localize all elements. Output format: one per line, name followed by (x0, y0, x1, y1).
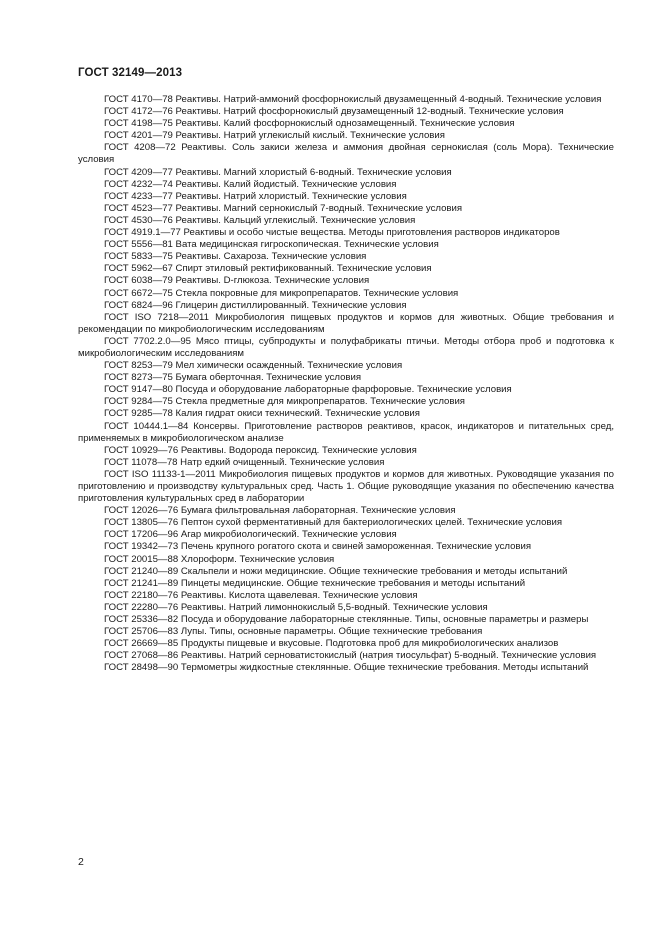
reference-entry (78, 421, 614, 445)
reference-code: ГОСТ 17206—96 (104, 529, 179, 541)
reference-title: Реактивы. Магний сернокислый 7-водный. Технические условия (175, 202, 463, 214)
reference-code: ГОСТ 22280—76 (104, 601, 179, 613)
reference-title: Стекла предметные для микропрепаратов. Технические условия (175, 396, 466, 408)
reference-entry (78, 360, 614, 372)
reference-title: Посуда и оборудование лабораторные фарфоровые. Технические условия (175, 384, 512, 396)
reference-title: Микробиология пищевых продуктов и кормов для животных. Общие требования и рекомендации по микробиологическим исследованиям (78, 311, 614, 335)
reference-title: Реактивы. Соль закиси железа и аммония двойная сернокислая (соль Мора). Технические условия (78, 142, 614, 166)
reference-code: ГОСТ 4209—77 (104, 166, 173, 178)
reference-entry (78, 191, 614, 203)
reference-title: Агар микробиологический. Технические условия (180, 529, 397, 541)
reference-title: Вата медицинская гигроскопическая. Технические условия (175, 239, 439, 251)
reference-title: Мел химически осажденный. Технические условия (175, 360, 403, 372)
reference-code: ГОСТ 6672—75 (104, 287, 173, 299)
reference-entry (78, 251, 614, 263)
reference-title: Мясо птицы, субпродукты и полуфабрикаты птичьи. Методы отбора проб и подготовка к микробиологическим исследованиям (78, 335, 614, 359)
reference-entry (78, 566, 614, 578)
reference-code: ГОСТ 27068—86 (104, 650, 179, 662)
reference-entry (78, 505, 614, 517)
reference-entry (78, 602, 614, 614)
reference-code: ГОСТ 19342—73 (104, 541, 179, 553)
reference-code: ГОСТ 4233—77 (104, 190, 173, 202)
reference-title: Реактивы. D-глюкоза. Технические условия (175, 275, 370, 287)
reference-code: ГОСТ 9285—78 (104, 408, 173, 420)
reference-code: ГОСТ 5833—75 (104, 251, 173, 263)
reference-entry (78, 614, 614, 626)
reference-code: ГОСТ 10929—76 (104, 444, 179, 456)
reference-entry (78, 408, 614, 420)
reference-code: ГОСТ ISO 11133-1—2011 (104, 468, 216, 480)
reference-title: Реактивы. Кальций углекислый. Технические условия (175, 214, 416, 226)
reference-entry (78, 396, 614, 408)
reference-entry (78, 638, 614, 650)
reference-code: ГОСТ 13805—76 (104, 517, 179, 529)
reference-code: ГОСТ 21240—89 (104, 565, 179, 577)
reference-code: ГОСТ 21241—89 (104, 577, 179, 589)
reference-entry (78, 445, 614, 457)
reference-code: ГОСТ 4201—79 (104, 130, 173, 142)
reference-code: ГОСТ 20015—88 (104, 553, 179, 565)
reference-entry (78, 106, 614, 118)
reference-entry (78, 372, 614, 384)
reference-code: ГОСТ 4208—72 (104, 142, 176, 154)
reference-entry (78, 541, 614, 553)
reference-title: Реактивы. Натрий серноватистокислый (натрия тиосульфат) 5-водный. Технические условия (180, 650, 597, 662)
reference-title: Консервы. Приготовление растворов реактивов, красок, индикаторов и питательных сред, применяемых в микробиологическом анализе (78, 420, 615, 444)
reference-code: ГОСТ 25336—82 (104, 614, 179, 626)
reference-title: Реактивы. Водорода пероксид. Технические условия (180, 444, 417, 456)
reference-entry (78, 457, 614, 469)
reference-title: Реактивы. Калий йодистый. Технические условия (175, 178, 397, 190)
reference-code: ГОСТ 9284—75 (104, 396, 173, 408)
reference-title: Реактивы. Кислота щавелевая. Технические условия (180, 589, 418, 601)
reference-code: ГОСТ 4919.1—77 (104, 227, 181, 239)
reference-code: ГОСТ 8273—75 (104, 372, 173, 384)
reference-entry (78, 384, 614, 396)
reference-code: ГОСТ 4530—76 (104, 214, 173, 226)
reference-entry (78, 215, 614, 227)
reference-title: Натр едкий очищенный. Технические условия (180, 456, 385, 468)
reference-title: Печень крупного рогатого скота и свиней замороженная. Технические условия (180, 541, 532, 553)
reference-entry (78, 203, 614, 215)
reference-code: ГОСТ 6038—79 (104, 275, 173, 287)
reference-title: Продукты пищевые и вкусовые. Подготовка проб для микробиологических анализов (180, 638, 559, 650)
reference-title: Пептон сухой ферментативный для бактериологических целей. Технические условия (180, 517, 563, 529)
reference-code: ГОСТ 7702.2.0—95 (104, 335, 192, 347)
reference-title: Лупы. Типы, основные параметры. Общие технические требования (180, 626, 483, 638)
reference-code: ГОСТ 5962—67 (104, 263, 173, 275)
reference-entry (78, 517, 614, 529)
reference-title: Бумага оберточная. Технические условия (175, 372, 362, 384)
reference-title: Реактивы. Натрий углекислый кислый. Технические условия (175, 130, 445, 142)
reference-entry (78, 142, 614, 166)
reference-entry (78, 650, 614, 662)
reference-title: Реактивы. Натрий лимоннокислый 5,5-водный. Технические условия (180, 601, 488, 613)
reference-title: Хлороформ. Технические условия (180, 553, 335, 565)
reference-title: Стекла покровные для микропрепаратов. Технические условия (175, 287, 459, 299)
reference-code: ГОСТ 22180—76 (104, 589, 179, 601)
reference-code: ГОСТ 9147—80 (104, 384, 173, 396)
reference-entry (78, 578, 614, 590)
reference-title: Посуда и оборудование лабораторные стеклянные. Типы, основные параметры и размеры (180, 614, 589, 626)
reference-code: ГОСТ 4523—77 (104, 202, 173, 214)
reference-code: ГОСТ 4170—78 (104, 94, 173, 105)
reference-entry (78, 336, 614, 360)
reference-code: ГОСТ 4198—75 (104, 118, 173, 130)
reference-code: ГОСТ 11078—78 (104, 456, 178, 468)
reference-code: ГОСТ 25706—83 (104, 626, 179, 638)
reference-code: ГОСТ 5556—81 (104, 239, 173, 251)
reference-entry (78, 263, 614, 275)
reference-title: Пинцеты медицинские. Общие технические требования и методы испытаний (180, 577, 526, 589)
reference-title: Реактивы и особо чистые вещества. Методы приготовления растворов индикаторов (183, 227, 560, 239)
reference-title: Реактивы. Сахароза. Технические условия (175, 251, 367, 263)
reference-title: Бумага фильтровальная лабораторная. Технические условия (180, 505, 456, 517)
reference-code: ГОСТ 4232—74 (104, 178, 173, 190)
document-header: ГОСТ 32149—2013 (78, 67, 183, 79)
reference-entry (78, 288, 614, 300)
reference-code: ГОСТ 8253—79 (104, 360, 173, 372)
reference-entry (78, 300, 614, 312)
reference-title: Реактивы. Натрий-аммоний фосфорнокислый двузамещенный 4-водный. Технические условия (175, 94, 602, 105)
reference-entry (78, 662, 614, 674)
reference-title: Реактивы. Натрий хлористый. Технические условия (175, 190, 407, 202)
reference-entry (78, 94, 614, 106)
reference-title: Скальпели и ножи медицинские. Общие технические требования и методы испытаний (180, 565, 568, 577)
page-number: 2 (78, 856, 84, 868)
reference-entry (78, 312, 614, 336)
reference-entry (78, 626, 614, 638)
reference-entry (78, 227, 614, 239)
reference-entry (78, 130, 614, 142)
reference-title: Реактивы. Калий фосфорнокислый однозамещенный. Технические условия (175, 118, 515, 130)
reference-code: ГОСТ 12026—76 (104, 505, 179, 517)
reference-entry (78, 118, 614, 130)
reference-entry (78, 554, 614, 566)
reference-title: Термометры жидкостные стеклянные. Общие технические требования. Методы испытаний (180, 662, 589, 674)
reference-code: ГОСТ 10444.1—84 (104, 420, 189, 432)
reference-code: ГОСТ 6824—96 (104, 299, 173, 311)
reference-title: Реактивы. Натрий фосфорнокислый двузамещенный 12-водный. Технические условия (175, 106, 564, 118)
reference-title: Спирт этиловый ректификованный. Технические условия (175, 263, 432, 275)
reference-title: Микробиология пищевых продуктов и кормов для животных. Руководящие указания по приготовлению и производству культуральных сред. Часть 1. Общие руководящие указания по обеспечению качества приготовления культуральных сред в лаборатории (78, 468, 614, 505)
normative-references-list (78, 94, 614, 675)
reference-entry (78, 179, 614, 191)
reference-entry (78, 469, 614, 505)
reference-code: ГОСТ ISO 7218—2011 (104, 311, 209, 323)
reference-code: ГОСТ 28498—90 (104, 662, 179, 674)
reference-title: Реактивы. Магний хлористый 6-водный. Технические условия (175, 166, 452, 178)
reference-entry (78, 275, 614, 287)
reference-title: Глицерин дистиллированный. Технические условия (175, 299, 407, 311)
reference-code: ГОСТ 26669—85 (104, 638, 179, 650)
reference-entry (78, 167, 614, 179)
reference-entry (78, 590, 614, 602)
reference-entry (78, 529, 614, 541)
reference-title: Калия гидрат окиси технический. Технические условия (175, 408, 420, 420)
reference-entry (78, 239, 614, 251)
reference-code: ГОСТ 4172—76 (104, 106, 173, 118)
